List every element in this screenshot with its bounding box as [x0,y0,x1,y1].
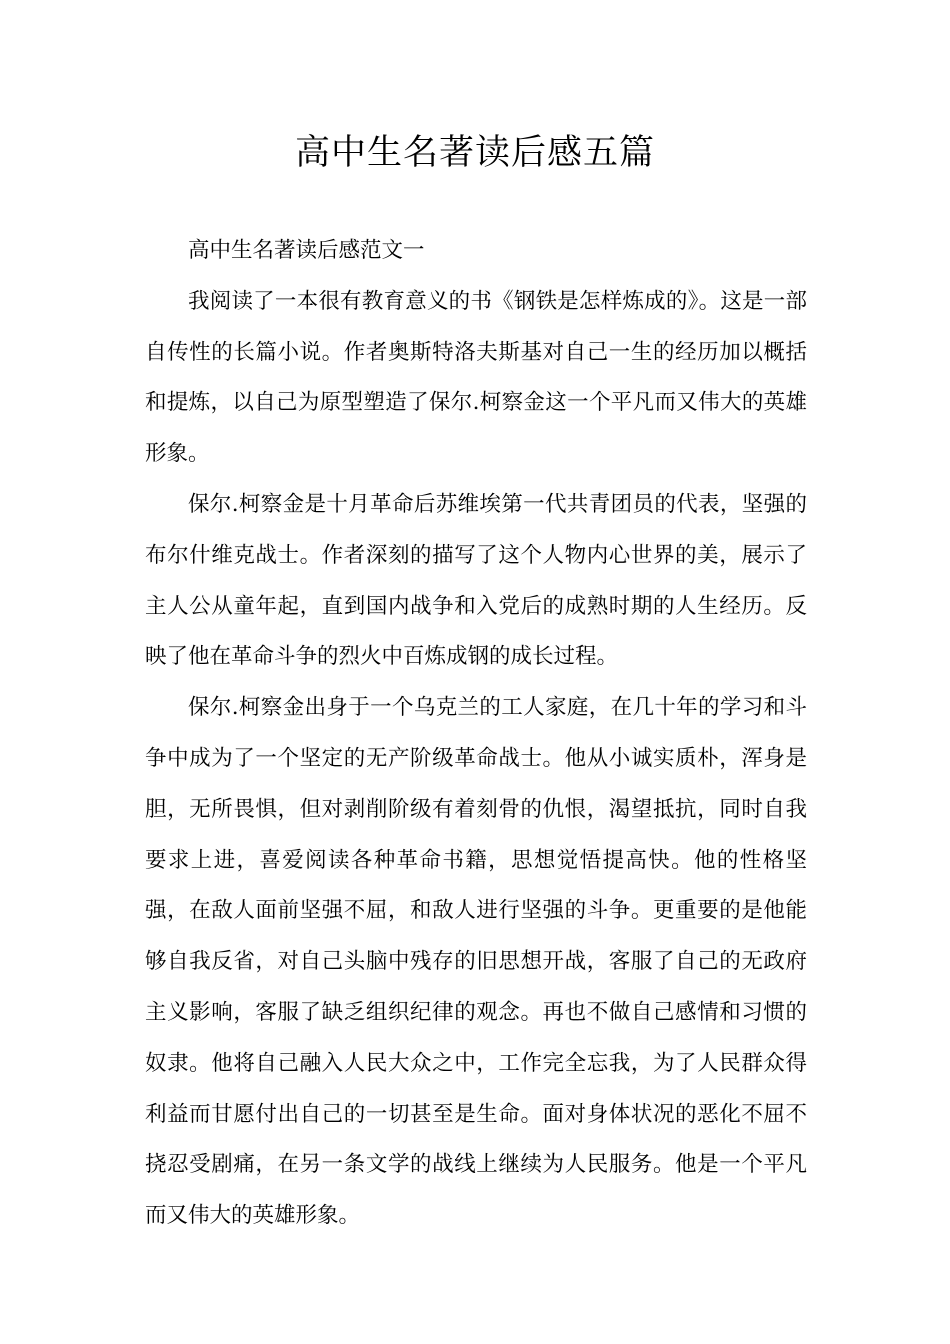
paragraph-3: 保尔.柯察金出身于一个乌克兰的工人家庭，在几十年的学习和斗争中成为了一个坚定的无产阶级革命战士。他从小诚实质朴，浑身是胆，无所畏惧，但对剥削阶级有着刻骨的仇恨，渴望抵抗，同时自我要求上进，喜爱阅读各种革命书籍，思想觉悟提高快。他的性格坚强，在敌人面前坚强不屈，和敌人进行坚强的斗争。更重要的是他能够自我反省，对自己头脑中残存的旧思想开战，客服了自己的无政府主义影响，客服了缺乏组织纪律的观念。再也不做自己感情和习惯的奴隶。他将自己融入人民大众之中，工作完全忘我，为了人民群众得利益而甘愿付出自己的一切甚至是生命。面对身体状况的恶化不屈不挠忍受剧痛，在另一条文学的战线上继续为人民服务。他是一个平凡而又伟大的英雄形象。 [145,695,807,1229]
paragraph-2: 保尔.柯察金是十月革命后苏维埃第一代共青团员的代表，坚强的布尔什维克战士。作者深刻的描写了这个人物内心世界的美，展示了主人公从童年起，直到国内战争和入党后的成熟时期的人生经历。反映了他在革命斗争的烈火中百炼成钢的成长过程。 [145,491,807,670]
section-heading: 高中生名著读后感范文一 [188,238,425,263]
paragraph-1: 我阅读了一本很有教育意义的书《钢铁是怎样炼成的》。这是一部自传性的长篇小说。作者奥斯特洛夫斯基对自己一生的经历加以概括和提炼，以自己为原型塑造了保尔.柯察金这一个平凡而又伟大的英雄形象。 [145,288,807,467]
document-body [145,226,807,1242]
document-title: 高中生名著读后感五篇 [294,133,655,173]
